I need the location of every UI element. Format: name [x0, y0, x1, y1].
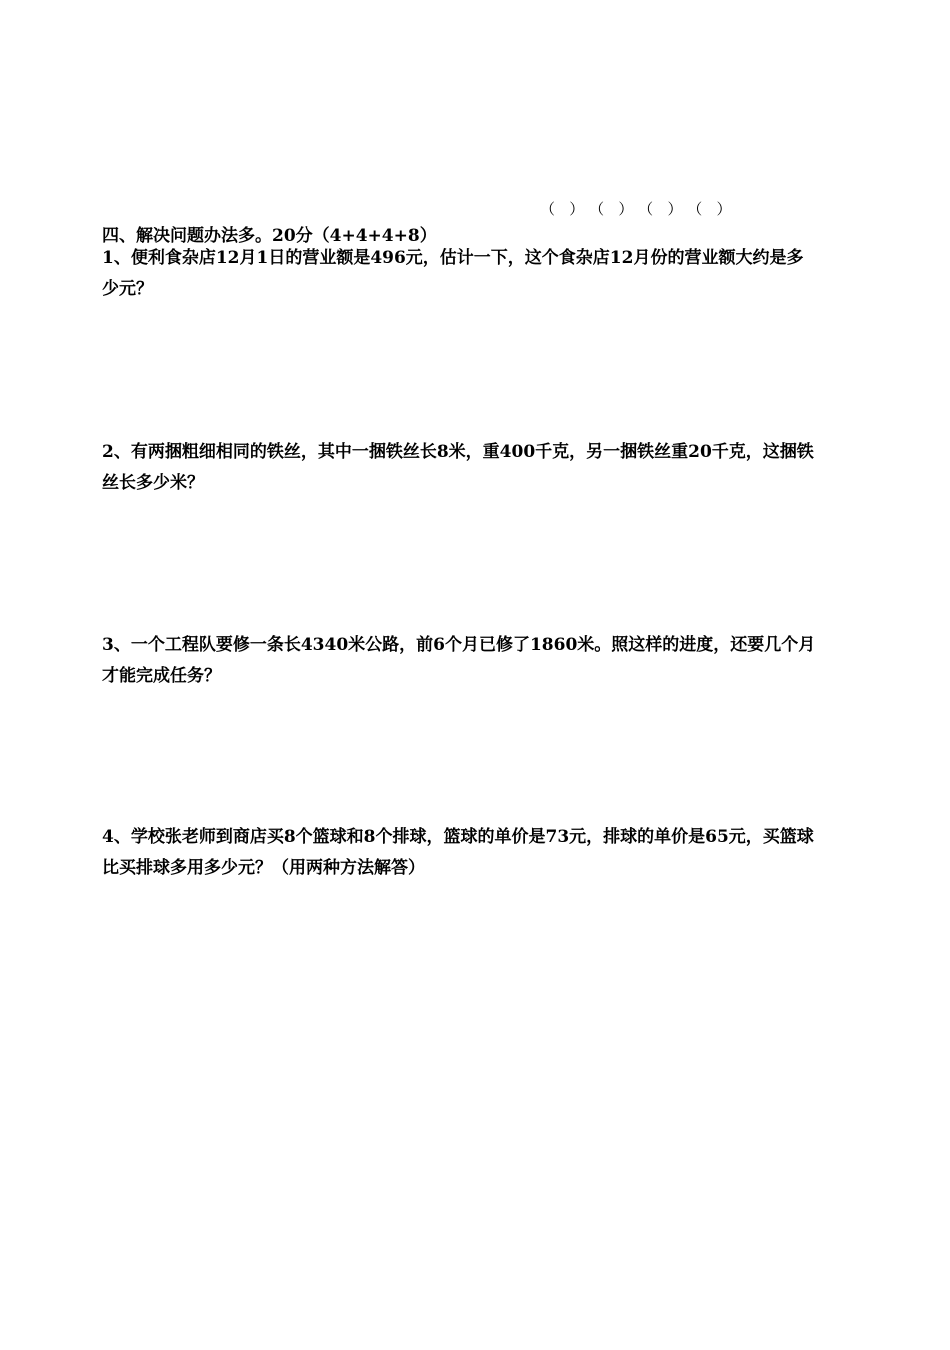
problem-2 — [102, 437, 854, 499]
problem-1-line-2: 少元？ — [102, 279, 153, 299]
answer-brackets: （ ） （ ） （ ） （ ） — [540, 200, 732, 218]
problem-1-line-1: 1、便利食杂店12月1日的营业额是496元，估计一下，这个食杂店12月份的营业额大约是多 — [102, 248, 804, 268]
problem-3-line-1: 3、一个工程队要修一条长4340米公路，前6个月已修了1860米。照这样的进度，还要几个月 — [102, 635, 816, 655]
problem-4-line-2: 比买排球多用多少元？（用两种方法解答） — [102, 858, 425, 878]
problem-2-line-2: 丝长多少米？ — [102, 473, 204, 493]
problem-3 — [102, 630, 854, 692]
problem-3-line-2: 才能完成任务？ — [102, 666, 221, 686]
problem-1 — [102, 243, 854, 305]
problem-2-line-1: 2、有两捆粗细相同的铁丝，其中一捆铁丝长8米，重400千克，另一捆铁丝重20千克，这捆铁 — [102, 442, 814, 462]
problem-4-line-1: 4、学校张老师到商店买8个篮球和8个排球，篮球的单价是73元，排球的单价是65元，买篮球 — [102, 827, 814, 847]
problem-4 — [102, 822, 854, 884]
section-title: 四、解决问题办法多。20分（4+4+4+8） — [102, 226, 437, 246]
